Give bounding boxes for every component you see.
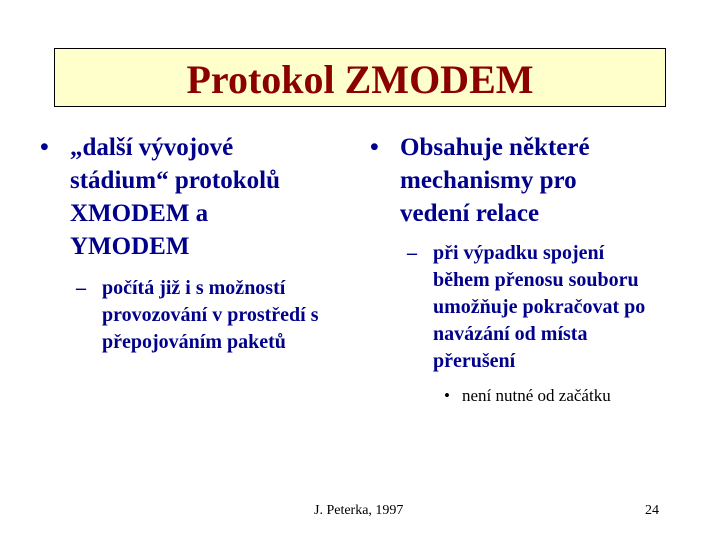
left-bullet — [40, 131, 320, 263]
right-sub-sub-bullet — [444, 385, 672, 407]
slide-title: Protokol ZMODEM — [186, 56, 534, 102]
title-box — [54, 48, 666, 107]
bullet-mark: • — [40, 134, 49, 161]
right-bullet-text: Obsahuje některé mechanismy pro vedení relace — [400, 134, 590, 227]
right-sub-bullet — [407, 240, 648, 375]
left-bullet-text: „další vývojové stádium“ protokolů XMODEM a YMODEM — [70, 134, 281, 260]
footer-author: J. Peterka, 1997 — [314, 503, 404, 518]
dash-mark: – — [407, 242, 417, 264]
bullet-mark: • — [370, 134, 379, 161]
left-sub-bullet — [76, 275, 342, 356]
left-sub-text: počítá již i s možností provozování v prostředí s přepojováním paketů — [102, 277, 319, 353]
bullet-mark: • — [444, 386, 450, 405]
left-column — [40, 131, 320, 356]
right-subsub-text: není nutné od začátku — [462, 386, 611, 405]
footer-page-number: 24 — [645, 503, 659, 518]
dash-mark: – — [76, 277, 86, 299]
right-column — [370, 131, 646, 407]
right-bullet — [370, 131, 635, 230]
right-sub-text: při výpadku spojení během přenosu souboru umožňuje pokračovat po navázání od místa přerušení — [433, 242, 646, 372]
